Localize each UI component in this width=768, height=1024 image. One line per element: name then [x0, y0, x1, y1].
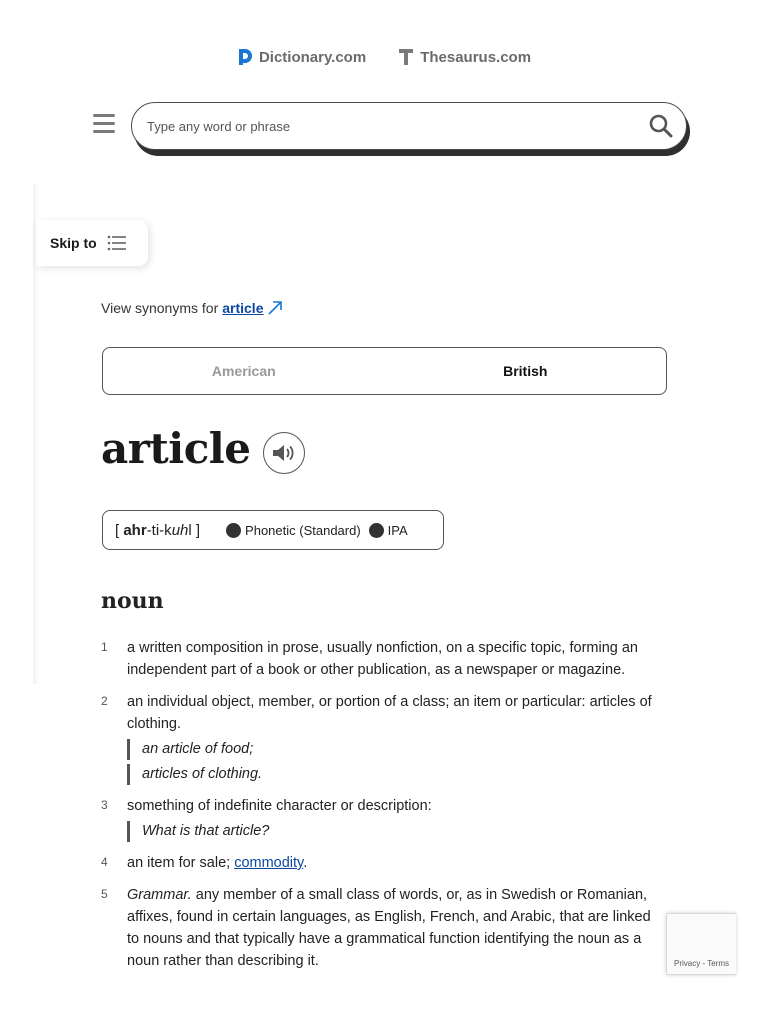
definition-text: Grammar. any member of a small class of words, or, as in Swedish or Romanian, affixes, found in certain languages, as English, French, and Arabic, that are linked to nouns and that typically have a grammatical function identifying the noun as a noun rather than describing it.	[127, 887, 651, 969]
radio-dot-icon	[226, 523, 241, 538]
recaptcha-badge: Privacy - Terms	[666, 913, 736, 975]
definition-example: an article of food;	[127, 739, 661, 760]
tab-british[interactable]: British	[503, 363, 548, 379]
skip-to-button[interactable]	[36, 220, 148, 266]
dictionary-logo-icon	[237, 48, 253, 66]
search-input[interactable]	[132, 103, 648, 149]
definition-item	[101, 795, 661, 842]
recaptcha-privacy-link[interactable]: Privacy	[674, 959, 701, 968]
thesaurus-brand-link[interactable]	[398, 48, 531, 66]
list-icon	[107, 235, 127, 251]
thesaurus-logo-icon	[398, 48, 414, 66]
skip-to-label: Skip to	[50, 235, 97, 251]
part-of-speech: noun	[101, 588, 164, 614]
definition-text: an individual object, member, or portion of a class; an item or particular: articles of clothing.	[127, 694, 652, 732]
dictionary-brand-link[interactable]	[237, 48, 366, 66]
definition-item	[101, 691, 661, 785]
definition-text: a written composition in prose, usually nonfiction, on a specific topic, forming an independent part of a book or other publication, as a newspaper or magazine.	[127, 640, 638, 678]
synonyms-link[interactable]: article	[222, 300, 264, 316]
radio-dot-icon	[369, 523, 384, 538]
definition-number: 1	[101, 640, 108, 654]
brand-bar	[0, 48, 768, 66]
headword: article	[101, 424, 251, 473]
definition-number: 4	[101, 855, 108, 869]
definition-item	[101, 852, 661, 874]
menu-icon[interactable]	[93, 114, 115, 136]
grammar-label: Grammar.	[127, 887, 192, 903]
definition-item	[101, 884, 661, 969]
radio-ipa[interactable]: IPA	[369, 523, 408, 538]
dialect-toggle	[102, 347, 667, 395]
search-bar	[131, 102, 687, 150]
audio-button[interactable]	[263, 432, 305, 474]
definition-number: 5	[101, 887, 108, 901]
definition-text: something of indefinite character or description:	[127, 798, 432, 814]
synonyms-prefix: View synonyms for	[101, 300, 219, 316]
pronunciation-box	[102, 510, 444, 550]
definition-text: an item for sale; commodity.	[127, 855, 308, 871]
tab-american[interactable]: American	[211, 363, 276, 379]
speaker-icon	[271, 442, 297, 464]
dictionary-brand-label: Dictionary.com	[258, 48, 367, 66]
definition-number: 2	[101, 694, 108, 708]
recaptcha-terms-link[interactable]: Terms	[707, 959, 729, 968]
definition-example: What is that article?	[127, 821, 661, 842]
definitions-list	[101, 637, 661, 969]
view-synonyms	[101, 300, 283, 316]
definition-number: 3	[101, 798, 108, 812]
commodity-link[interactable]: commodity	[234, 855, 304, 871]
definition-item	[101, 637, 661, 681]
thesaurus-brand-label: Thesaurus.com	[420, 48, 532, 66]
pronunciation-text: [ ahr-ti-kuhl ]	[115, 521, 201, 539]
search-icon[interactable]	[648, 113, 674, 139]
radio-phonetic[interactable]: Phonetic (Standard)	[226, 523, 361, 538]
external-arrow-icon[interactable]	[267, 300, 283, 316]
definition-example: articles of clothing.	[127, 764, 661, 785]
